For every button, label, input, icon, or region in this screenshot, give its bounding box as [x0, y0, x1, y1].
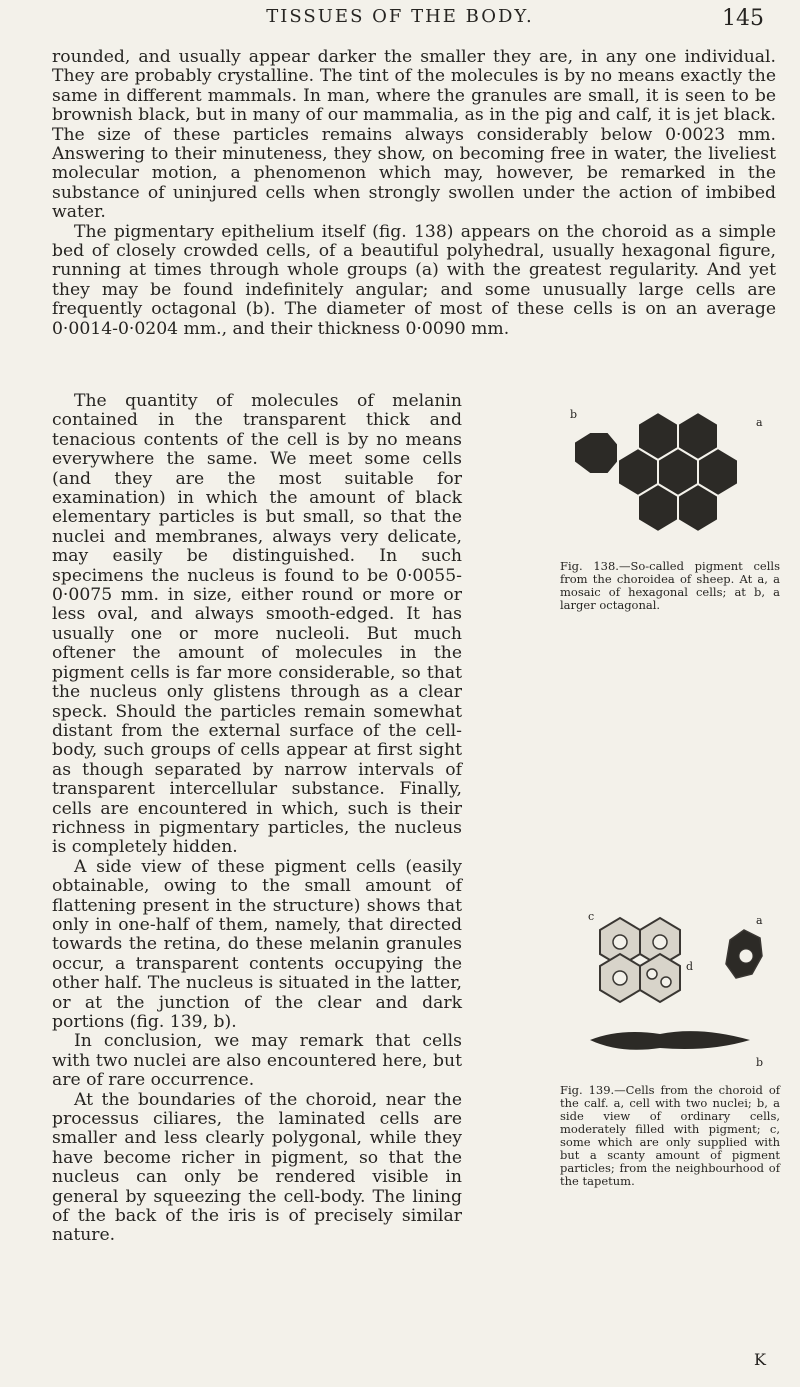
body-text-top: [52, 48, 776, 339]
paragraph: The quantity of molecules of melanin contained in the transparent thick and tenacious contents of the cell is by no means everywhere the same. We meet some cells (and they are the most suitable for examination) in which the amount of black elementary particles is but small, so that the nuclei and membranes, always very delicate, may easily be distinguished. In such specimens the nucleus is found to be 0·0055-0·0075 mm. in size, either round or more or less oval, and always smooth-edged. It has usually one or more nucleoli. But much oftener the amount of molecules in the pigment cells is far more considerable, so that the nucleus only glistens through as a clear speck. Should the particles remain somewhat distant from the external surface of the cell-body, such groups of cells appear at first sight as though separated by narrow intervals of transparent intercellular substance. Finally, cells are encountered in which, such is their richness in pigmentary particles, the nucleus is completely hidden.: [52, 391, 462, 858]
signature-mark: K: [754, 1350, 766, 1369]
figure-139: [560, 900, 780, 1188]
page-header: [0, 6, 800, 46]
figure-caption: Fig. 138.—So-called pigment cells from the choroidea of sheep. At a, a mosaic of hexagonal cells; at b, a larger octagonal.: [560, 559, 780, 612]
running-title: TISSUES OF THE BODY.: [266, 6, 534, 27]
choroid-cells-illustration: [560, 900, 780, 1080]
paragraph: A side view of these pigment cells (easily obtainable, owing to the small amount of flattening present in the structure) shows that only in one-half of them, namely, that directed towards the retina, do these melanin granules occur, a transparent contents occupying the other half. The nucleus is situated in the latter, or at the junction of the clear and dark portions (fig. 139, b).: [52, 856, 462, 1032]
figure-138: [560, 396, 780, 612]
figure-caption: Fig. 139.—Cells from the choroid of the calf. a, cell with two nuclei; b, a side view of ordinary cells, moderately filled with pigment; c, some which are only supplied with but a scanty amount of pigment particles; from the neighbourhood of the tapetum.: [560, 1083, 780, 1188]
paragraph: The pigmentary epithelium itself (fig. 138) appears on the choroid as a simple bed of closely crowded cells, of a beautiful polyhedral, usually hexagonal figure, running at times through whole groups (a) with the greatest regularity. And yet they may be found indefinitely angular; and some unusually large cells are frequently octagonal (b). The diameter of most of these cells is on an average 0·0014-0·0204 mm., and their thickness 0·0090 mm.: [52, 221, 776, 339]
page-number: 145: [722, 6, 764, 31]
paragraph: rounded, and usually appear darker the smaller they are, in any one individual. They are probably crystalline. The tint of the molecules is by no means exactly the same in different mammals. In man, where the granules are small, it is seen to be brownish black, but in many of our mammalia, as in the pig and calf, it is jet black. The size of these particles remains always considerably below 0·0023 mm. Answering to their minuteness, they show, on becoming free in water, the liveliest molecular motion, a phenomenon which may, however, be remarked in the substance of uninjured cells when strongly swollen under the action of imbibed water.: [52, 47, 776, 223]
body-text-column: [52, 392, 462, 1246]
label-b: b: [756, 1056, 764, 1069]
label-d: d: [686, 960, 694, 973]
paragraph: In conclusion, we may remark that cells with two nuclei are also encountered here, but are of rare occurrence.: [52, 1031, 462, 1091]
pigment-cells-illustration: [560, 396, 780, 556]
label-a: a: [756, 416, 763, 429]
label-a: a: [756, 914, 763, 927]
paragraph: At the boundaries of the choroid, near the processus ciliares, the laminated cells are smaller and less clearly polygonal, while they have become richer in pigment, so that the nucleus can only be rendered visible in general by squeezing the cell-body. The lining of the back of the iris is of precisely similar nature.: [52, 1089, 462, 1246]
label-b: b: [570, 408, 578, 421]
label-c: c: [588, 910, 595, 923]
